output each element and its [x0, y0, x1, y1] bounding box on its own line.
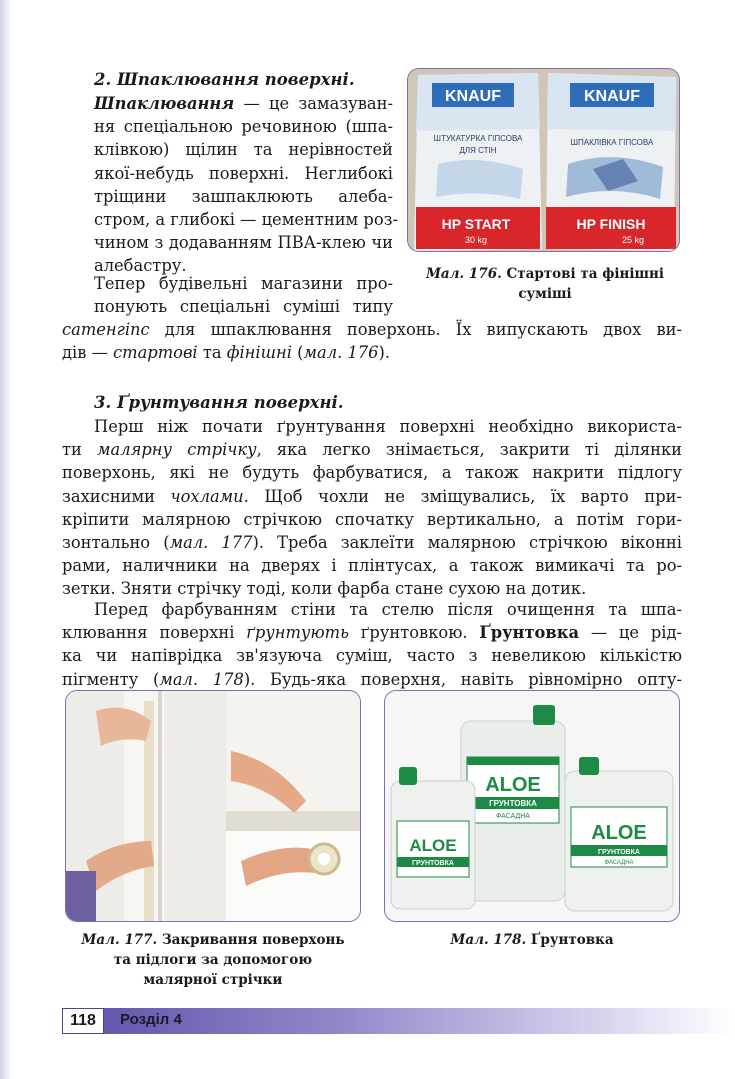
figure-178-image: [384, 690, 680, 922]
section-2-heading: 2. Шпаклювання поверхні.: [94, 70, 355, 89]
svg-text:ДЛЯ СТІН: ДЛЯ СТІН: [459, 146, 497, 155]
figure-ref-178: мал. 178: [159, 669, 244, 689]
aloe-primer-illustration: [385, 691, 680, 922]
svg-text:ШПАКЛІВКА ГІПСОВА: ШПАКЛІВКА ГІПСОВА: [570, 138, 654, 147]
svg-text:ALOE: ALOE: [409, 836, 457, 855]
svg-text:ALOE: ALOE: [591, 822, 647, 844]
figure-ref-176: мал. 176: [303, 343, 379, 363]
section-2-paragraph-2-top: Тепер будівельні магазини про- понують спеціальні суміші типу: [94, 274, 393, 317]
svg-text:30 kg: 30 kg: [464, 235, 488, 245]
section-3-paragraph-2: Перед фарбуванням стіни та стелю після очищення та шпа- клювання поверхні ґрунтують ґрунтовкою. Ґрунтовка — це рід- ка чи напіврідка зв'язуюча суміш, часто з невеликою кількістю пігменту (мал. 178). Будь-яка поверхня, навіть рівномірно опту-: [62, 600, 683, 689]
masking-tape-illustration: [66, 691, 361, 922]
svg-text:25 kg: 25 kg: [621, 235, 645, 245]
svg-text:ГРУНТОВКА: ГРУНТОВКА: [489, 799, 537, 808]
section-3-paragraph-1: Перш ніж почати ґрунтування поверхні необхідно використа- ти малярну стрічку, яка легко знімається, закрити ті ділянки поверхонь, які не будуть фарбуватися, а також накрити підлогу захисними чохлами. Щоб чохли не зміщувались, їх варто при- кріпити малярною стрічкою спочатку вертикально, а потім гори- зонтально (мал. 177). Треба заклеїти малярною стрічкою віконні рами, наличники на дверях і плінтусах, а також вимикачі та ро- зетки. Зняти стрічку тоді, коли фарба стане сухою на дотик.: [62, 417, 683, 599]
figure-178-caption: Мал. 178. Ґрунтовка: [450, 932, 614, 948]
bag-1-brand: KNAUF: [445, 88, 501, 105]
term-malyarna-strichka: малярну стрічку: [97, 440, 257, 460]
term-gruntovka: Ґрунтовка: [479, 623, 580, 643]
svg-text:ФАСАДНА: ФАСАДНА: [496, 813, 530, 820]
svg-text:ШТУКАТУРКА ГІПСОВА: ШТУКАТУРКА ГІПСОВА: [433, 134, 523, 143]
figure-ref-177: мал. 177: [169, 533, 253, 553]
term-satengips: сатенгіпс: [62, 320, 150, 339]
section-2-paragraph-2-bottom: сатенгіпс для шпаклювання поверхонь. Їх випускають двох ви- дів — стартові та фінішні (мал. 176).: [62, 320, 682, 363]
svg-text:ГРУНТОВКА: ГРУНТОВКА: [598, 849, 640, 856]
term-gruntuyut: ґрунтують: [246, 623, 349, 643]
term-shpaklyuvannya: Шпаклювання: [94, 94, 235, 113]
section-2-paragraph-1: Шпаклювання — це замазуван- ня спеціальною речовиною (шпа- клівкою) щілин та нерівностей якої-небудь поверхні. Неглибокі тріщини зашпаклюють алеба- стром, а глибокі — цементним роз- чином з додаванням ПВА-клею чи алебастру.: [94, 94, 399, 276]
bag-2-brand: KNAUF: [584, 88, 640, 105]
svg-text:ALOE: ALOE: [485, 774, 541, 796]
section-label: Розділ 4: [120, 1011, 182, 1028]
term-chokhly: чохлами: [170, 486, 244, 506]
page-edge: [0, 0, 12, 1079]
figure-177-image: [65, 690, 361, 922]
svg-text:ФАСАДНА: ФАСАДНА: [604, 860, 634, 866]
svg-text:HP START: HP START: [441, 216, 511, 232]
svg-text:HP FINISH: HP FINISH: [576, 216, 646, 232]
knauf-bags-illustration: [408, 69, 680, 252]
page-number: 118: [62, 1008, 104, 1034]
section-3-heading: 3. Ґрунтування поверхні.: [94, 393, 344, 412]
figure-176-image: [407, 68, 680, 252]
svg-text:ГРУНТОВКА: ГРУНТОВКА: [412, 860, 454, 867]
figure-177-caption: Мал. 177. Закривання поверхонь та підлоги за допомогою малярної стрічки: [81, 932, 345, 988]
figure-176-caption: Мал. 176. Стартові та фінішні суміші: [425, 266, 665, 302]
